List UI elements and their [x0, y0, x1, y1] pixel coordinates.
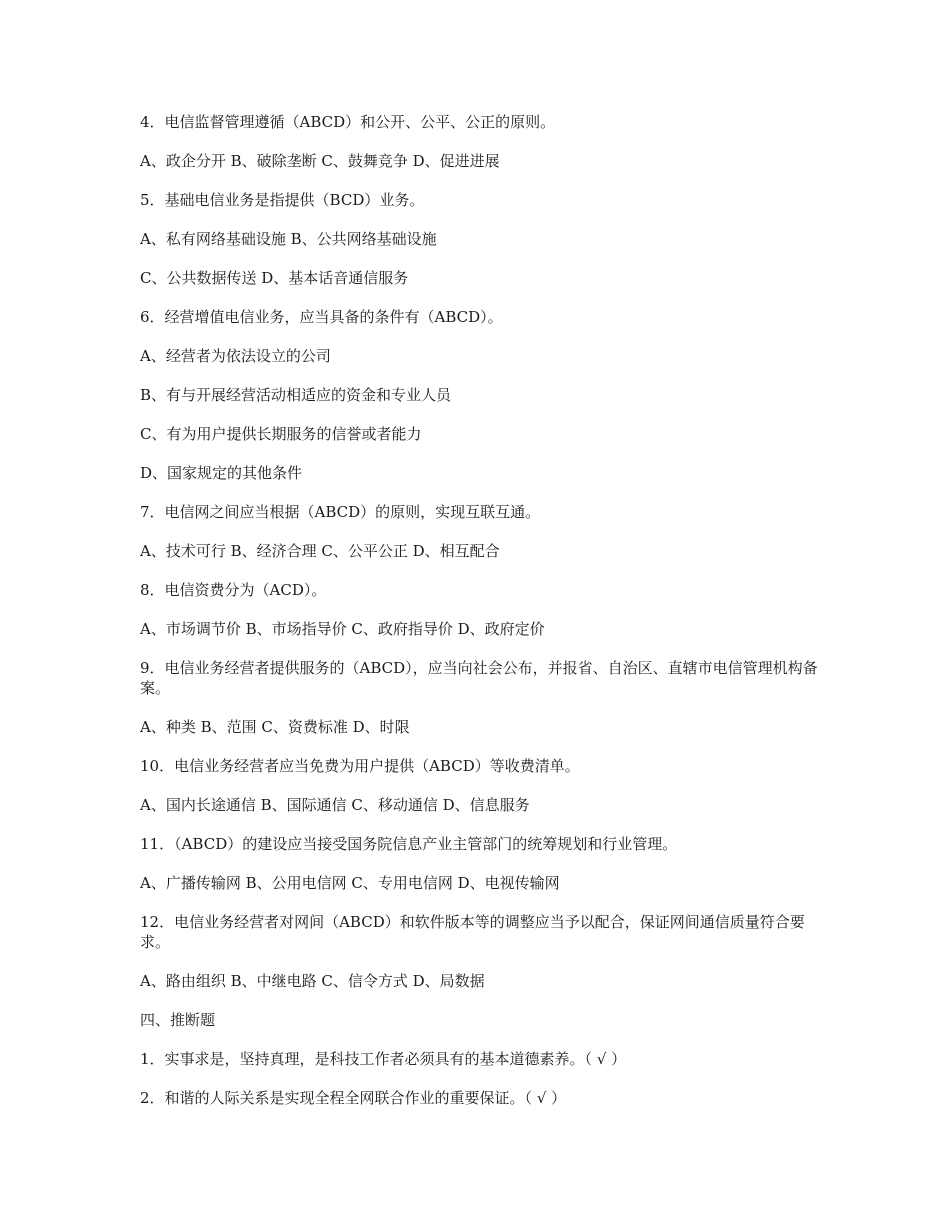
question-11: 11．（ABCD）的建设应当接受国务院信息产业主管部门的统筹规划和行业管理。 — [140, 835, 678, 853]
question-6: 6．经营增值电信业务，应当具备的条件有（ABCD）。 — [140, 308, 503, 326]
question-8-options: A、市场调节价 B、市场指导价 C、政府指导价 D、政府定价 — [140, 620, 545, 638]
question-9: 9．电信业务经营者提供服务的（ABCD），应当向社会公布，并报省、自治区、直辖市电信管理机构备案。 — [140, 659, 818, 697]
question-10-options: A、国内长途通信 B、国际通信 C、移动通信 D、信息服务 — [140, 796, 530, 814]
question-11-options: A、广播传输网 B、公用电信网 C、专用电信网 D、电视传输网 — [140, 874, 560, 892]
question-6-option-a: A、经营者为依法设立的公司 — [140, 347, 331, 365]
document-body — [140, 112, 820, 1127]
question-4-options: A、政企分开 B、破除垄断 C、鼓舞竞争 D、促进进展 — [140, 152, 500, 170]
question-6-option-c: C、有为用户提供长期服务的信誉或者能力 — [140, 425, 422, 443]
section-heading-judgment: 四、推断题 — [140, 1011, 216, 1029]
question-7-options: A、技术可行 B、经济合理 C、公平公正 D、相互配合 — [140, 542, 500, 560]
question-12-options: A、路由组织 B、中继电路 C、信令方式 D、局数据 — [140, 972, 485, 990]
judgment-2: 2．和谐的人际关系是实现全程全网联合作业的重要保证。（ √ ） — [140, 1089, 567, 1107]
question-6-option-b: B、有与开展经营活动相适应的资金和专业人员 — [140, 386, 452, 404]
question-5-options-ab: A、私有网络基础设施 B、公共网络基础设施 — [140, 230, 437, 248]
question-4: 4．电信监督管理遵循（ABCD）和公开、公平、公正的原则。 — [140, 113, 556, 131]
question-12: 12．电信业务经营者对网间（ABCD）和软件版本等的调整应当予以配合，保证网间通信质量符合要求。 — [140, 913, 805, 951]
question-6-option-d: D、国家规定的其他条件 — [140, 464, 303, 482]
question-10: 10．电信业务经营者应当免费为用户提供（ABCD）等收费清单。 — [140, 757, 580, 775]
question-9-options: A、种类 B、范围 C、资费标准 D、时限 — [140, 718, 410, 736]
question-8: 8．电信资费分为（ACD）。 — [140, 581, 327, 599]
question-5: 5．基础电信业务是指提供（BCD）业务。 — [140, 191, 425, 209]
question-7: 7．电信网之间应当根据（ABCD）的原则，实现互联互通。 — [140, 503, 541, 521]
question-5-options-cd: C、公共数据传送 D、基本话音通信服务 — [140, 269, 409, 287]
judgment-1: 1．实事求是，坚持真理，是科技工作者必须具有的基本道德素养。（ √ ） — [140, 1050, 627, 1068]
